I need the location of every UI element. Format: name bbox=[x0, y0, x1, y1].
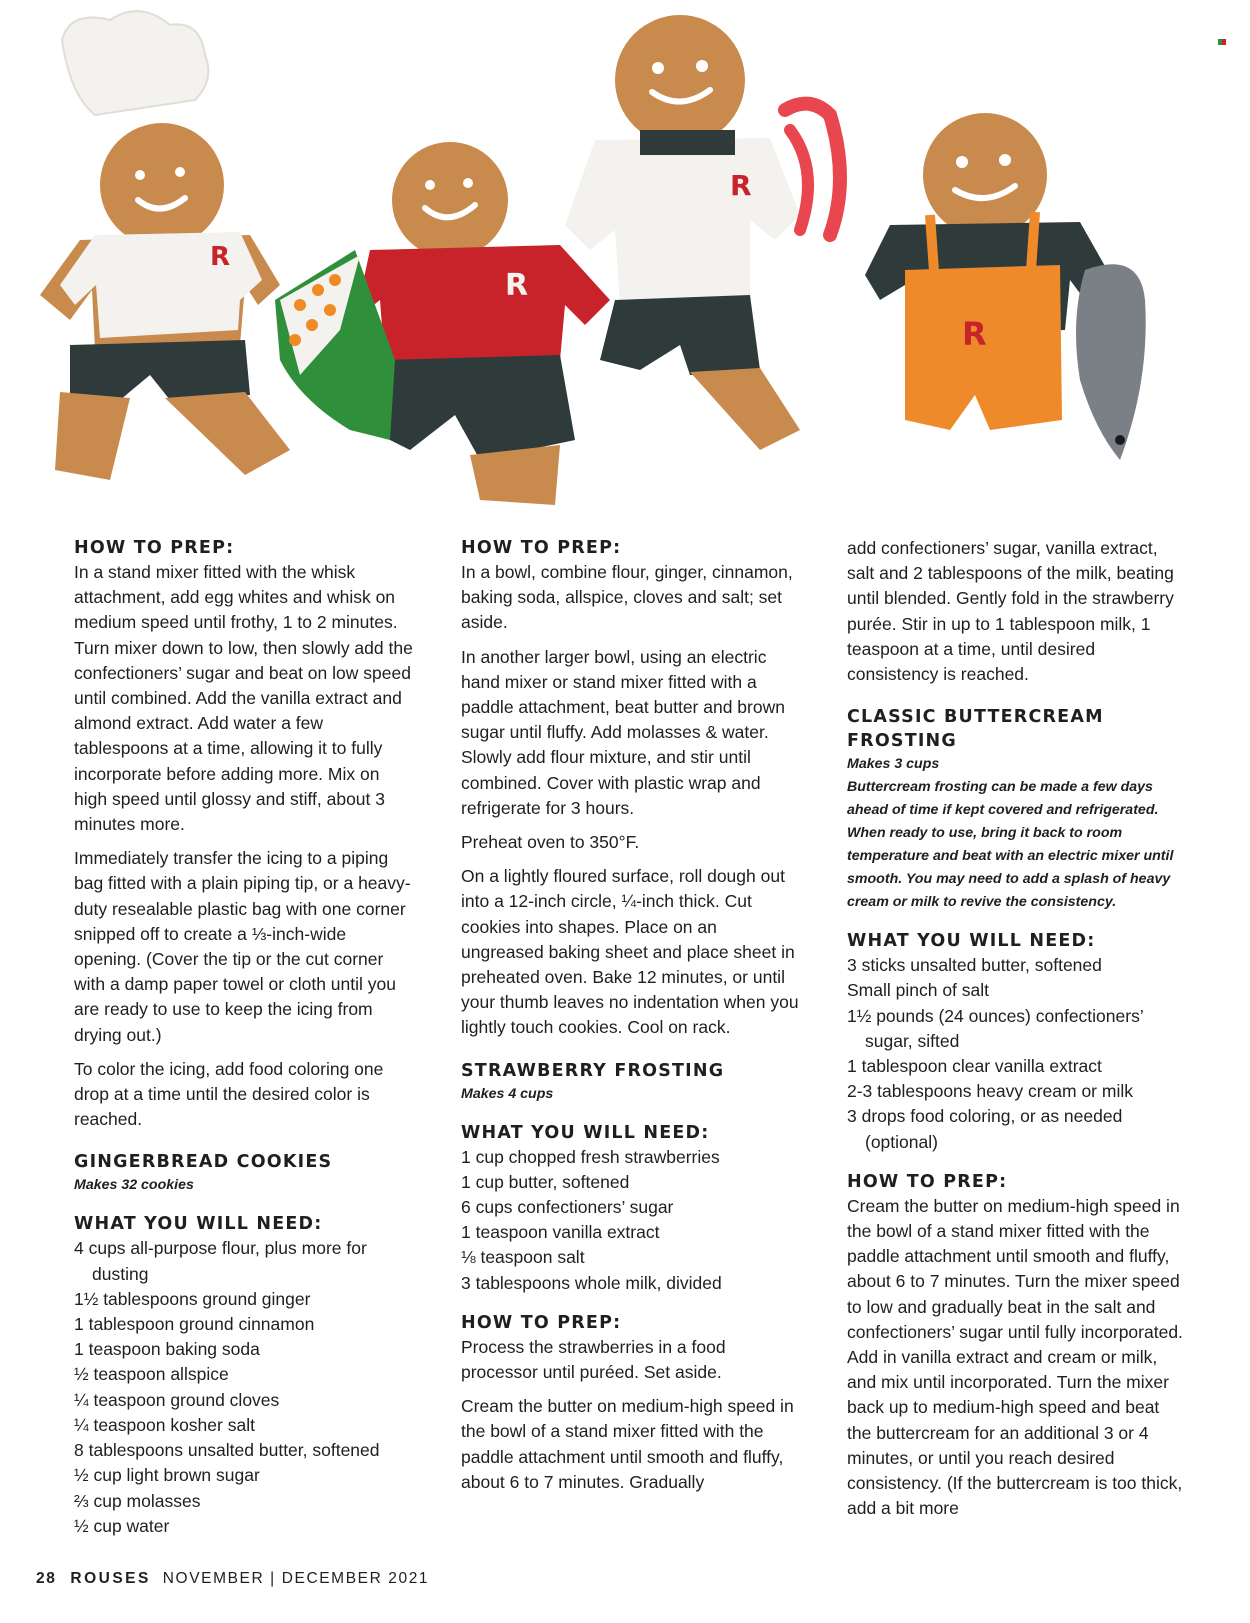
ingredient-item: ⅔ cup molasses bbox=[74, 1490, 201, 1511]
page-footer bbox=[36, 1570, 429, 1588]
page-number: 28 bbox=[36, 1570, 57, 1587]
ingredient-item: ¼ teaspoon ground cloves bbox=[74, 1389, 280, 1410]
issue-date: NOVEMBER | DECEMBER 2021 bbox=[162, 1570, 430, 1587]
ingredient-item: ⅛ teaspoon salt bbox=[461, 1247, 585, 1268]
recipe-note: Buttercream frosting can be made a few days ahead of time if kept covered and refrigerated. When ready to use, bring it back to room temperature and beat with an electric mixer until smooth. You may need to add a splash of heavy cream or milk to revive the consistency. bbox=[847, 779, 1174, 911]
ingredient-item: ½ teaspoon allspice bbox=[74, 1364, 229, 1385]
ingredient-item: 6 cups confectioners’ sugar bbox=[461, 1197, 674, 1218]
paragraph: Cream the butter on medium-high speed in the bowl of a stand mixer fitted with the paddle attachment until smooth and fluffy, about 6 to 7 minutes. Gradually bbox=[461, 1396, 794, 1492]
ingredient-item: 1 teaspoon baking soda bbox=[74, 1339, 260, 1360]
ingredient-item: 2-3 tablespoons heavy cream or milk bbox=[847, 1081, 1133, 1102]
svg-text:R: R bbox=[210, 242, 231, 272]
svg-text:R: R bbox=[730, 169, 752, 202]
section-heading: HOW TO PREP: bbox=[74, 538, 235, 558]
paragraph: Preheat oven to 350°F. bbox=[461, 832, 640, 853]
section-heading: WHAT YOU WILL NEED: bbox=[847, 931, 1096, 952]
svg-text:R: R bbox=[962, 315, 987, 353]
fisherman-cookie bbox=[865, 113, 1146, 460]
ingredient-item: 1 cup butter, softened bbox=[461, 1171, 630, 1192]
ingredient-item: 3 drops food coloring, or as needed (optional) bbox=[847, 1106, 1123, 1152]
ingredient-item: 1½ pounds (24 ounces) confectioners’ sugar, sifted bbox=[847, 1005, 1144, 1051]
paragraph: Cream the butter on medium-high speed in the bowl of a stand mixer fitted with the paddle attachment until smooth and fluffy, about 6 to 7 minutes. Turn the mixer speed to low and gradually beat in the salt and confectioners’ sugar until fully incorporated. Add in vanilla extract and cream or milk, and mix until incorporated. Turn the mixer back up to medium-high speed and beat the buttercream for an additional 3 or 4 minutes, or until you reach desired consistency. (If the buttercream is too thick, add a bit more bbox=[847, 1195, 1183, 1519]
ingredient-item: Small pinch of salt bbox=[847, 980, 990, 1001]
brand-name: ROUSES bbox=[70, 1570, 151, 1587]
ingredient-item: 8 tablespoons unsalted butter, softened bbox=[74, 1440, 380, 1461]
ingredient-item: 1 teaspoon vanilla extract bbox=[461, 1222, 660, 1243]
paragraph: On a lightly floured surface, roll dough out into a 12-inch circle, ¼-inch thick. Cut cookies into shapes. Place on an ungreased baking sheet and place sheet in preheated oven. Bake 12 minutes, or until your thumb leaves no indentation when you lightly touch cookies. Cool on rack. bbox=[461, 866, 799, 1038]
ingredient-list bbox=[461, 1145, 801, 1296]
ingredient-item: ¼ teaspoon kosher salt bbox=[74, 1414, 255, 1435]
ingredient-item: 4 cups all-purpose flour, plus more for dusting bbox=[74, 1238, 367, 1284]
ingredient-list bbox=[847, 953, 1187, 1155]
section-heading: WHAT YOU WILL NEED: bbox=[461, 1122, 710, 1143]
paragraph: Immediately transfer the icing to a piping bag fitted with a plain piping tip, or a heavy-duty resealable plastic bag with one corner snipped off to create a ⅓-inch-wide opening. (Cover the tip or the cut corner with a damp paper towel or cloth until you are ready to use to keep the icing from drying out.) bbox=[74, 848, 411, 1045]
column-left bbox=[74, 536, 414, 1543]
section-heading: WHAT YOU WILL NEED: bbox=[74, 1214, 323, 1235]
red-shirt-cookie bbox=[275, 142, 610, 505]
ingredient-item: 1½ tablespoons ground ginger bbox=[74, 1288, 311, 1309]
recipe-title: GINGERBREAD COOKIES bbox=[74, 1152, 333, 1173]
paragraph: In another larger bowl, using an electric hand mixer or stand mixer fitted with a paddle attachment, beat butter and brown sugar until fluffy. Add molasses & water. Slowly add flour mixture, and stir until combined. Cover with plastic wrap and refrigerate for 3 hours. bbox=[461, 646, 785, 818]
section-heading: HOW TO PREP: bbox=[847, 1171, 1008, 1192]
ingredient-item: 1 cup chopped fresh strawberries bbox=[461, 1146, 720, 1167]
column-middle bbox=[461, 536, 801, 1504]
paragraph: Process the strawberries in a food processor until puréed. Set aside. bbox=[461, 1336, 726, 1383]
ingredient-item: 3 sticks unsalted butter, softened bbox=[847, 955, 1102, 976]
paragraph: add confectioners’ sugar, vanilla extract, salt and 2 tablespoons of the milk, beating until blended. Gently fold in the strawberry purée. Stir in up to 1 tablespoon milk, 1 teaspoon at a time, until desired consistency is reached. bbox=[847, 538, 1174, 685]
ingredient-list bbox=[74, 1236, 414, 1538]
paragraph: In a bowl, combine flour, ginger, cinnamon, baking soda, allspice, cloves and salt; set aside. bbox=[461, 562, 793, 633]
ingredient-item: 1 tablespoon clear vanilla extract bbox=[847, 1056, 1102, 1077]
svg-text:R: R bbox=[505, 268, 529, 303]
chef-cookie bbox=[40, 11, 290, 480]
recipe-title: CLASSIC BUTTERCREAM FROSTING bbox=[847, 707, 1104, 752]
ingredient-item: 3 tablespoons whole milk, divided bbox=[461, 1272, 722, 1293]
ingredient-item: ½ cup light brown sugar bbox=[74, 1465, 260, 1486]
sausage-cookie bbox=[565, 15, 840, 450]
section-heading: HOW TO PREP: bbox=[461, 538, 622, 558]
corner-mark bbox=[1218, 32, 1226, 38]
paragraph: To color the icing, add food coloring one drop at a time until the desired color is reached. bbox=[74, 1058, 384, 1130]
recipe-yield: Makes 32 cookies bbox=[74, 1177, 194, 1194]
gingerbread-cookies-photo bbox=[0, 0, 1250, 520]
ingredient-item: 1 tablespoon ground cinnamon bbox=[74, 1314, 315, 1335]
recipe-yield: Makes 3 cups bbox=[847, 756, 940, 773]
ingredient-item: ½ cup water bbox=[74, 1515, 170, 1536]
recipe-title: STRAWBERRY FROSTING bbox=[461, 1060, 725, 1081]
column-right bbox=[847, 536, 1187, 1530]
recipe-yield: Makes 4 cups bbox=[461, 1085, 554, 1102]
paragraph: In a stand mixer fitted with the whisk attachment, add egg whites and whisk on medium speed until frothy, 1 to 2 minutes. Turn mixer down to low, then slowly add the confectioners’ sugar and beat on low speed until combined. Add the vanilla extract and almond extract. Add water a few tablespoons at a time, allowing it to fully incorporate before adding more. Mix on high speed until glossy and stiff, about 3 minutes more. bbox=[74, 562, 413, 835]
section-heading: HOW TO PREP: bbox=[461, 1312, 622, 1333]
